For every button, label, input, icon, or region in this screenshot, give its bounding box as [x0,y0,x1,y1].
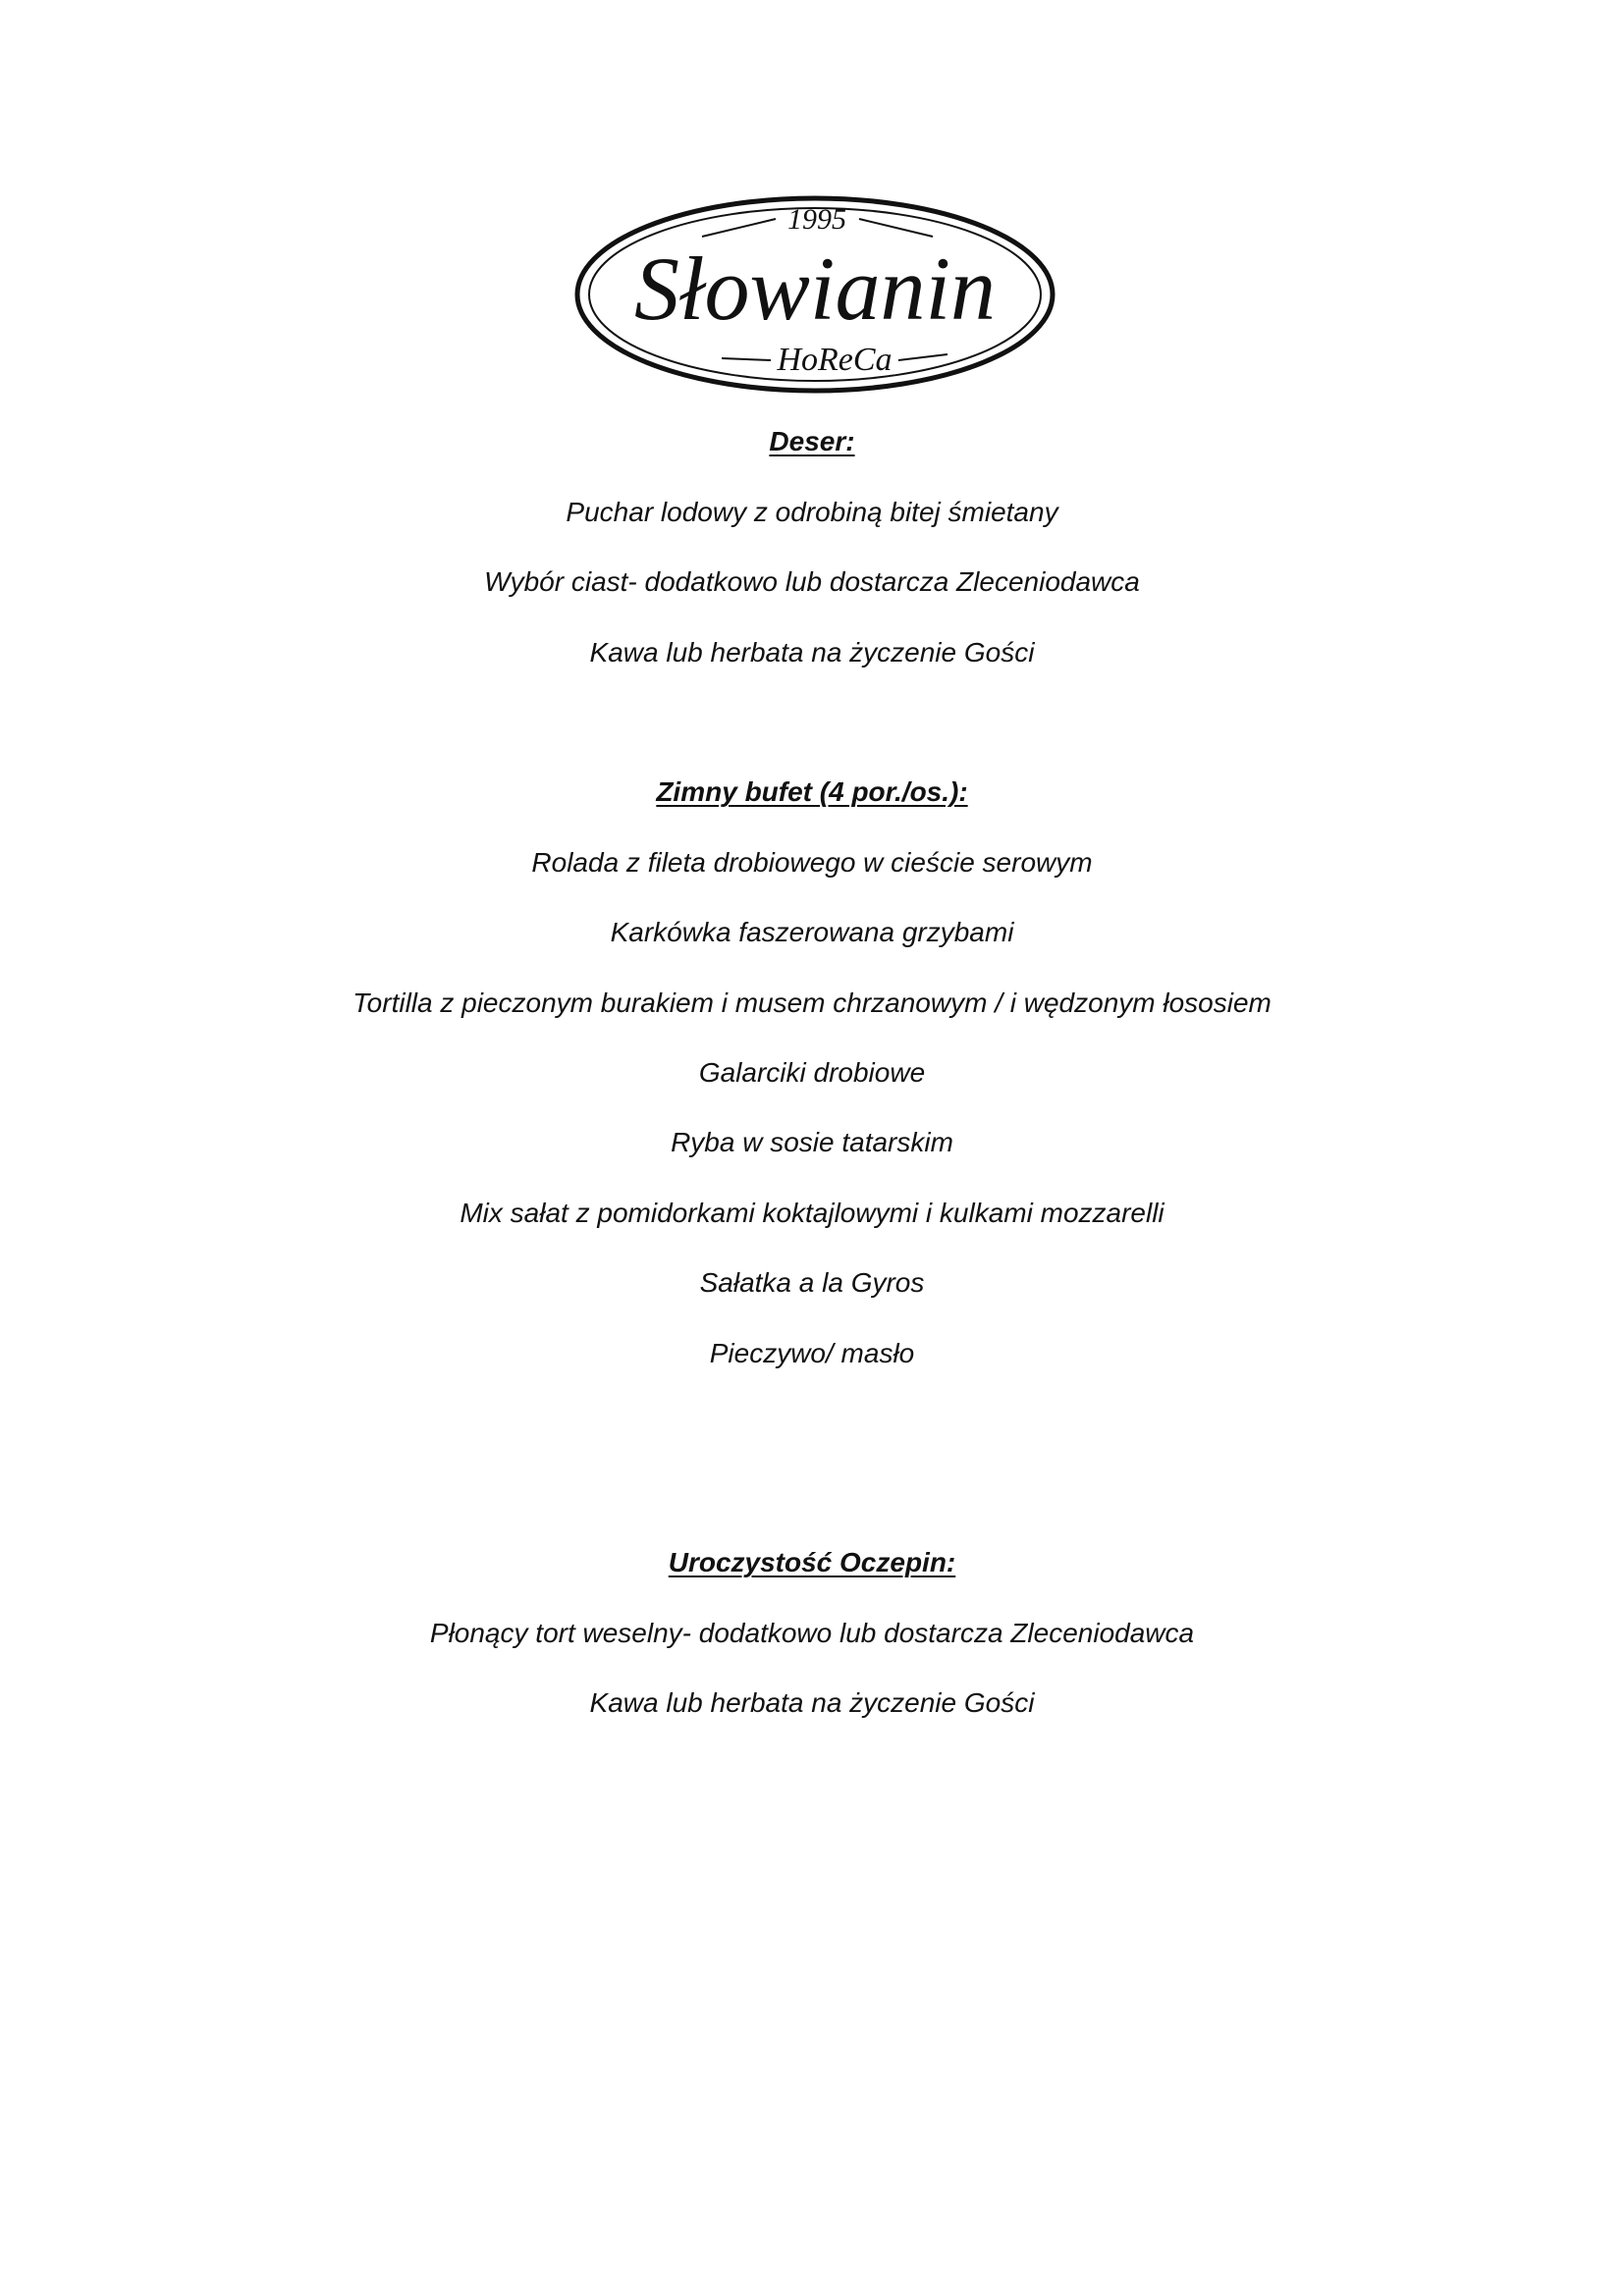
menu-item: Sałatka a la Gyros [699,1267,925,1298]
menu-item: Galarciki drobiowe [698,1057,926,1088]
section-heading-oczepiny: Uroczystość Oczepin: [668,1547,956,1577]
menu-item: Mix sałat z pomidorkami koktajlowymi i kulkami mozzarelli [460,1198,1164,1228]
logo-name: Słowianin [633,239,997,339]
section-heading-deser: Deser: [769,426,855,456]
logo-subtitle: HoReCa [777,342,893,378]
logo-year: 1995 [787,203,846,236]
menu-item: Ryba w sosie tatarskim [671,1127,953,1157]
menu-item: Pieczywo/ masło [709,1338,915,1368]
menu-item: Kawa lub herbata na życzenie Gości [589,637,1035,667]
menu-item: Karkówka faszerowana grzybami [610,917,1014,947]
menu-item: Tortilla z pieczonym burakiem i musem chrzanowym / i wędzonym łososiem [352,988,1272,1018]
menu-item: Kawa lub herbata na życzenie Gości [589,1687,1035,1718]
section-heading-zimny-bufet: Zimny bufet (4 por./os.): [656,776,968,807]
menu-item: Płonący tort weselny- dodatkowo lub dostarcza Zleceniodawca [429,1618,1195,1648]
logo-graphic [574,191,1056,398]
menu-item: Puchar lodowy z odrobiną bitej śmietany [566,497,1058,527]
slowianin-logo [574,191,1056,398]
menu-item: Rolada z fileta drobiowego w cieście serowym [531,847,1093,878]
menu-item: Wybór ciast- dodatkowo lub dostarcza Zleceniodawca [484,566,1140,597]
